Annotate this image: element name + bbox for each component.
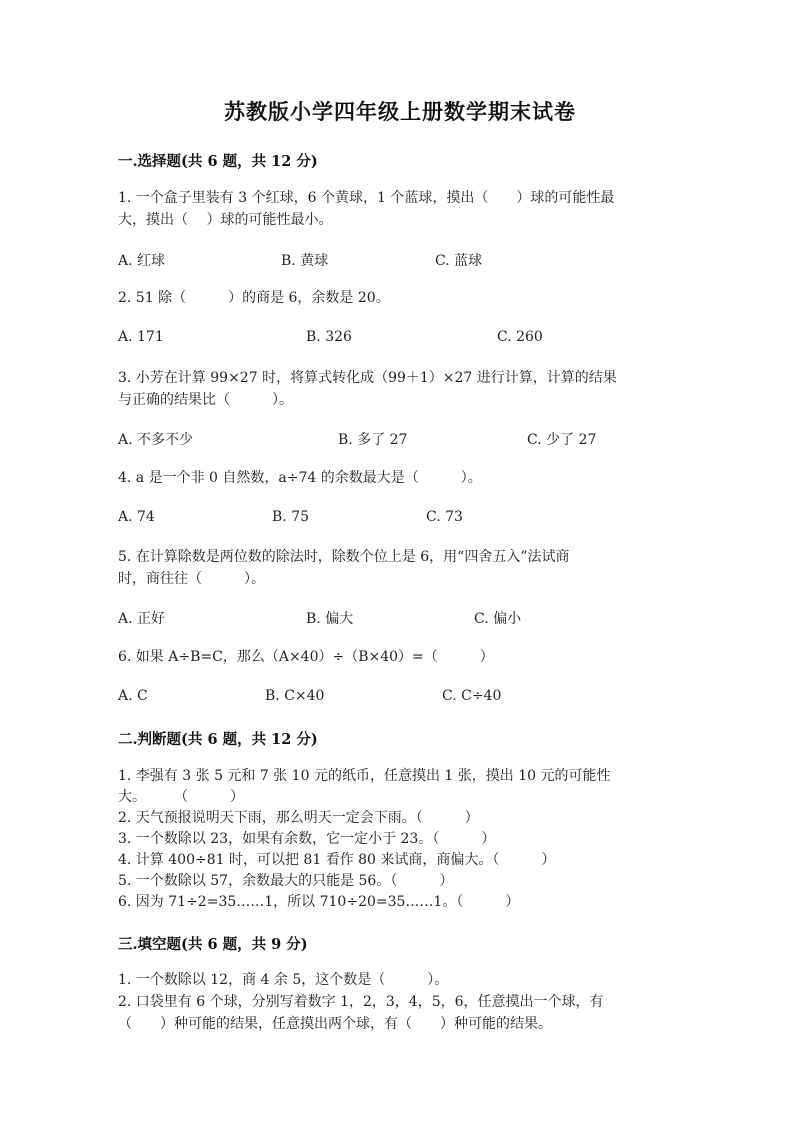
section-heading-true-false: 二.判断题(共 6 题，共 12 分) bbox=[118, 731, 318, 748]
question-2-option-b: B. 326 bbox=[306, 329, 352, 345]
question-3-option-c: C. 少了 27 bbox=[527, 432, 597, 448]
question-2-option-a: A. 171 bbox=[118, 329, 164, 345]
fill-line-3: （ ）种可能的结果，任意摸出两个球，有（ ）种可能的结果。 bbox=[118, 1016, 552, 1032]
question-6-option-c: C. C÷40 bbox=[442, 688, 502, 704]
question-5-option-c: C. 偏小 bbox=[474, 611, 522, 627]
judge-line-5: 4. 计算 400÷81 时，可以把 81 看作 80 来试商，商偏大。（ ） bbox=[118, 852, 556, 868]
question-3-option-a: A. 不多不少 bbox=[118, 432, 194, 448]
question-4-option-c: C. 73 bbox=[426, 509, 463, 525]
judge-line-7: 6. 因为 71÷2=35……1，所以 710÷20=35……1。（ ） bbox=[118, 894, 520, 910]
question-2-line-1: 2. 51 除（ ）的商是 6，余数是 20。 bbox=[118, 290, 390, 306]
page-title: 苏教版小学四年级上册数学期末试卷 bbox=[224, 99, 576, 124]
question-6-option-b: B. C×40 bbox=[265, 688, 325, 704]
question-1-option-b: B. 黄球 bbox=[281, 253, 329, 269]
question-6-option-a: A. C bbox=[118, 688, 148, 704]
question-1-line-2: 大，摸出（ ）球的可能性最小。 bbox=[118, 212, 333, 228]
judge-line-3: 2. 天气预报说明天下雨，那么明天一定会下雨。（ ） bbox=[118, 810, 479, 826]
question-4-option-a: A. 74 bbox=[118, 509, 155, 525]
judge-line-4: 3. 一个数除以 23，如果有余数，它一定小于 23。（ ） bbox=[118, 831, 496, 847]
fill-line-2: 2. 口袋里有 6 个球，分别写着数字 1，2，3，4，5，6，任意摸出一个球，有 bbox=[118, 994, 604, 1010]
question-6-line-1: 6. 如果 A÷B=C，那么（A×40）÷（B×40）=（ ） bbox=[118, 649, 494, 665]
question-1-option-c: C. 蓝球 bbox=[435, 253, 483, 269]
question-4-option-b: B. 75 bbox=[272, 509, 310, 525]
fill-line-1: 1. 一个数除以 12，商 4 余 5，这个数是（ ）。 bbox=[118, 972, 449, 988]
question-4-line-1: 4. a 是一个非 0 自然数，a÷74 的余数最大是（ ）。 bbox=[118, 470, 482, 486]
question-3-line-1: 3. 小芳在计算 99×27 时，将算式转化成（99＋1）×27 进行计算，计算的结果 bbox=[118, 370, 617, 386]
judge-line-2: 大。 （ ） bbox=[118, 789, 244, 805]
question-5-line-2: 时，商往往（ ）。 bbox=[118, 571, 265, 587]
question-2-option-c: C. 260 bbox=[497, 329, 543, 345]
judge-line-6: 5. 一个数除以 57，余数最大的只能是 56。（ ） bbox=[118, 873, 454, 889]
question-3-option-b: B. 多了 27 bbox=[338, 432, 408, 448]
section-heading-choice: 一.选择题(共 6 题，共 12 分) bbox=[118, 153, 318, 170]
question-1-option-a: A. 红球 bbox=[118, 253, 166, 269]
question-5-option-a: A. 正好 bbox=[118, 611, 166, 627]
question-3-line-2: 与正确的结果比（ ）。 bbox=[118, 392, 293, 408]
judge-line-1: 1. 李强有 3 张 5 元和 7 张 10 元的纸币，任意摸出 1 张，摸出 10 元的可能性 bbox=[118, 768, 611, 784]
question-5-line-1: 5. 在计算除数是两位数的除法时，除数个位上是 6，用“四舍五入”法试商 bbox=[118, 549, 570, 565]
section-heading-fill-blank: 三.填空题(共 6 题，共 9 分) bbox=[118, 936, 308, 953]
question-1-line-1: 1. 一个盒子里装有 3 个红球，6 个黄球，1 个蓝球，摸出（ ）球的可能性最 bbox=[118, 190, 615, 206]
question-5-option-b: B. 偏大 bbox=[306, 611, 354, 627]
